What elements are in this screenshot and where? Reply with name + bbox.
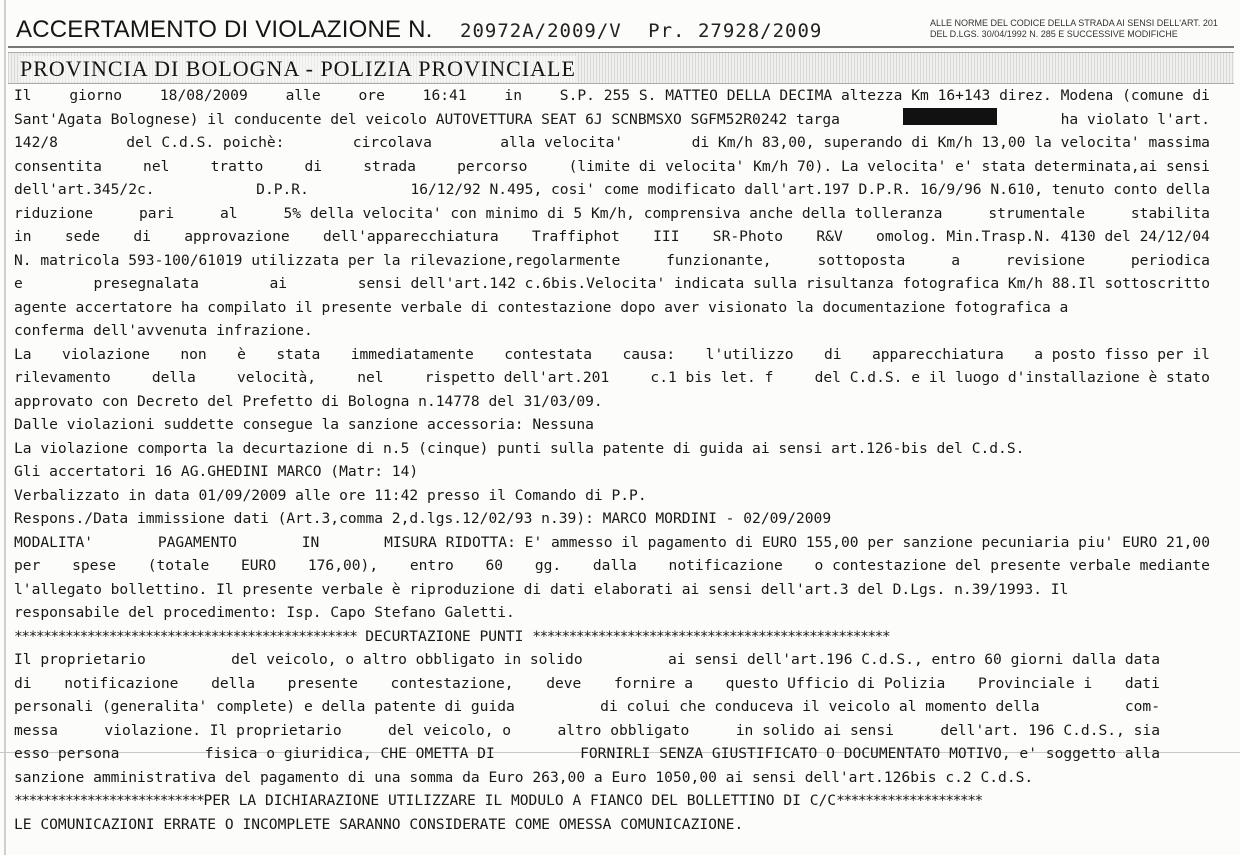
text: Il — [14, 87, 32, 104]
body-line: Dalle violazioni suddette consegue la sanzione accessoria: Nessuna — [14, 416, 594, 433]
document-title: ACCERTAMENTO DI VIOLAZIONE N. — [16, 16, 433, 43]
section-divider — [14, 625, 1214, 649]
body-line — [14, 178, 1210, 202]
body-line — [14, 249, 1210, 273]
violation-number — [460, 20, 822, 42]
body-line: responsabile del procedimento: Isp. Capo Stefano Galetti. — [14, 604, 515, 621]
office-title: PROVINCIA DI BOLOGNA - POLIZIA PROVINCIALE — [20, 56, 576, 81]
body-line: Respons./Data immissione dati (Art.3,comma 2,d.lgs.12/02/93 n.39): MARCO MORDINI - 02/09/2009 — [14, 510, 832, 527]
text: contestata — [504, 345, 593, 363]
text: rispetto dell'art.201 — [424, 369, 610, 386]
legal-note — [930, 18, 1240, 40]
document-header — [8, 6, 1234, 48]
text: (totale — [147, 557, 210, 574]
text: c.1 bis let. f — [650, 369, 774, 386]
text: 176,00), — [307, 557, 379, 574]
text: di — [304, 157, 323, 175]
text: in solido ai sensi — [735, 721, 894, 739]
text: di Km/h 83,00, superando di Km/h 13,00 la velocita' massima — [691, 134, 1210, 151]
text: ai sensi dell'art.196 C.d.S., entro 60 giorni dalla data — [667, 651, 1160, 668]
body-line — [14, 155, 1210, 179]
text: pari — [138, 204, 175, 222]
text: della — [211, 674, 255, 692]
body-line — [14, 108, 1210, 132]
text: approvazione — [184, 228, 290, 245]
text: messa — [14, 721, 58, 739]
body-line — [14, 578, 1210, 602]
text: La — [14, 345, 32, 363]
section-divider — [14, 789, 1214, 813]
text: presegnalata — [93, 275, 199, 292]
text: com- — [1124, 698, 1160, 715]
body-line: La violazione comporta la decurtazione di n.5 (cinque) punti sulla patente di guida ai sensi art.126-bis del C.d.S. — [14, 439, 1025, 457]
text: ha violato l'art. — [1060, 110, 1210, 128]
text: riduzione — [14, 204, 94, 222]
text: gg. — [534, 557, 562, 574]
text: 16/12/92 N.495, cosi' come modificato dall'art.197 D.P.R. 16/9/96 N.610, tenuto conto della — [410, 181, 1210, 198]
text: questo Ufficio di Polizia — [725, 674, 946, 692]
text: deve — [546, 674, 582, 692]
section-heading: PER LA DICHIARAZIONE UTILIZZARE IL MODULO A FIANCO DEL BOLLETTINO DI C/C — [203, 792, 837, 809]
text: N. matricola 593-100/61019 utilizzata per la rilevazione,regolarmente — [14, 251, 621, 269]
text: l'allegato bollettino. Il presente verbale è riproduzione di dati elaborati ai sensi dell'art.3 del D.Lgs. n.39/1993. Il — [14, 580, 1069, 598]
text: 142/8 — [14, 134, 58, 151]
text: dell'apparecchiatura — [322, 228, 499, 245]
text: sensi dell'art.142 c.6bis.Velocita' indicata sulla risultanza fotografica Km/h 88.Il sottoscritto — [357, 275, 1210, 292]
body-line — [14, 84, 1210, 108]
text: dell'art. 196 C.d.S., sia — [940, 721, 1160, 739]
text: sede — [64, 228, 101, 245]
body-line — [14, 648, 1160, 672]
text: dalla — [592, 557, 637, 574]
text: velocità, — [236, 369, 317, 386]
text: contestazione, — [390, 674, 514, 692]
text: percorso — [457, 157, 528, 175]
text: funzionante, — [666, 251, 772, 269]
body-line — [14, 202, 1210, 226]
body-line — [14, 131, 1210, 155]
text: stabilita — [1130, 204, 1210, 222]
divider-stars: *********************************************** — [14, 627, 357, 645]
text: alle — [285, 87, 321, 104]
text: del C.d.S. poichè: — [126, 134, 285, 151]
text: è — [237, 345, 246, 363]
body-line — [14, 554, 1210, 578]
text: PAGAMENTO — [157, 533, 237, 551]
divider-stars: ************************** — [14, 792, 204, 809]
divider-stars: ************************************************* — [532, 627, 890, 645]
text: rilevamento — [14, 369, 111, 386]
text: circolava — [352, 134, 432, 151]
text: a — [951, 251, 961, 269]
text: personali (generalita' complete) e della patente di guida — [14, 698, 515, 715]
text: notificazione — [64, 674, 179, 692]
text: per — [14, 557, 41, 574]
text: l'utilizzo — [705, 345, 794, 363]
text: di — [14, 674, 32, 692]
scan-edge — [4, 0, 6, 855]
text: notificazione — [668, 557, 783, 574]
text: revisione — [1005, 251, 1085, 269]
text: IN — [301, 533, 320, 551]
body-line — [14, 742, 1160, 766]
text: dati — [1124, 674, 1160, 692]
text: a posto fisso per il — [1034, 345, 1210, 363]
text: S.P. 255 S. MATTEO DELLA DECIMA altezza Km 16+143 direz. Modena (comune di — [559, 87, 1210, 104]
text: D.P.R. — [256, 181, 309, 198]
body-line: approvato con Decreto del Prefetto di Bologna n.14778 del 31/03/09. — [14, 392, 603, 410]
text: nel — [357, 369, 384, 386]
text: sottoposta — [817, 251, 906, 269]
text: Traffiphot — [531, 228, 620, 245]
body-line — [14, 296, 1210, 320]
text: Provinciale i — [977, 674, 1093, 692]
violation-code: 20972A/2009/V — [460, 20, 622, 42]
text: in — [504, 87, 522, 104]
text: e — [14, 275, 23, 292]
body-line: sanzione amministrativa del pagamento di una somma da Euro 263,00 a Euro 1050,00 ai sensi dell'art.126bis c.2 C.d.S. — [14, 768, 1034, 786]
text: di — [133, 228, 151, 245]
text: dell'art.345/2c. — [14, 181, 155, 198]
text: 60 — [485, 557, 504, 574]
pr-label: Pr. — [648, 20, 686, 42]
divider-stars: ******************** — [836, 792, 982, 809]
text: altro obbligato — [557, 721, 690, 739]
text: consentita — [14, 157, 102, 175]
text: violazione. Il proprietario — [104, 721, 342, 739]
body-line — [14, 225, 1210, 249]
text: della — [151, 369, 196, 386]
redacted-plate — [903, 108, 997, 125]
body-line: Gli accertatori 16 AG.GHEDINI MARCO (Matr: 14) — [14, 463, 419, 480]
text: R&V — [816, 228, 843, 245]
section-heading: DECURTAZIONE PUNTI — [356, 627, 533, 645]
text: MODALITA' — [14, 533, 94, 551]
text: FORNIRLI SENZA GIUSTIFICATO O DOCUMENTATO MOTIVO, e' soggetto alla — [580, 745, 1160, 762]
text: del veicolo, o — [388, 721, 512, 739]
text: del veicolo, o altro obbligato in solido — [231, 651, 583, 668]
document-body — [14, 84, 1214, 836]
text: di — [823, 345, 842, 363]
text: omolog. Min.Trasp.N. 4130 del 24/12/04 — [876, 228, 1210, 245]
body-line: Verbalizzato in data 01/09/2009 alle ore 11:42 presso il Comando di P.P. — [14, 486, 647, 504]
text: spese — [72, 557, 117, 574]
text: agente accertatore ha compilato il presente verbale di contestazione dopo aver visionato la documentazione fotografica a — [14, 298, 1069, 316]
text: tratto — [210, 157, 264, 175]
text: causa: — [622, 345, 676, 363]
text: periodica — [1130, 251, 1210, 269]
text: apparecchiatura — [871, 345, 1004, 363]
pr-number: 27928/2009 — [697, 20, 823, 42]
text: fisica o giuridica, CHE OMETTA DI — [204, 745, 495, 762]
text: di colui che conduceva il veicolo al momento della — [600, 698, 1040, 715]
text: fornire a — [613, 674, 694, 692]
legal-note-line: DEL D.LGS. 30/04/1992 N. 285 E SUCCESSIVE MODIFICHE — [930, 29, 1178, 39]
text: esso persona — [14, 745, 120, 762]
text: EURO — [240, 557, 277, 574]
text: III — [653, 228, 680, 245]
text: immediatamente — [350, 345, 474, 363]
office-banner — [8, 52, 1234, 84]
text: strumentale — [988, 204, 1085, 222]
body-line — [14, 672, 1160, 696]
text: MISURA RIDOTTA: E' ammesso il pagamento di EURO 155,00 per sanzione pecuniaria piu' EURO 21,00 — [384, 533, 1210, 551]
text: (limite di velocita' Km/h 70). La velocita' e' stata determinata,ai sensi — [568, 157, 1210, 175]
text: Il proprietario — [14, 651, 146, 668]
text: non — [180, 345, 207, 363]
body-line — [14, 272, 1210, 296]
text: entro — [409, 557, 454, 574]
text: alla velocita' — [500, 134, 624, 151]
body-line: conferma dell'avvenuta infrazione. — [14, 322, 313, 339]
text: o contestazione del presente verbale mediante — [814, 557, 1210, 574]
text: Sant'Agata Bolognese) il conducente del veicolo AUTOVETTURA SEAT 6J SCNBMSXO SGFM52R0242 targa — [14, 110, 840, 128]
text: ore — [358, 87, 385, 104]
text: ai — [269, 275, 288, 292]
text: stata — [276, 345, 321, 363]
text: al — [220, 204, 238, 222]
body-line — [14, 343, 1210, 367]
text: nel — [143, 157, 170, 175]
body-line — [14, 719, 1160, 743]
text: presente — [287, 674, 358, 692]
text: giorno — [69, 87, 123, 104]
text: strada — [363, 157, 416, 175]
text: SR-Photo — [712, 228, 784, 245]
text: violazione — [62, 345, 150, 363]
text: in — [14, 228, 32, 245]
body-line — [14, 531, 1210, 555]
text: 16:41 — [422, 87, 467, 104]
body-line — [14, 695, 1160, 719]
body-line — [14, 366, 1210, 390]
text: del C.d.S. e il luogo d'installazione è stato — [814, 369, 1210, 386]
body-line: LE COMUNICAZIONI ERRATE O INCOMPLETE SARANNO CONSIDERATE COME OMESSA COMUNICAZIONE. — [14, 815, 744, 833]
text: 5% della velocita' con minimo di 5 Km/h, comprensiva anche della tolleranza — [283, 204, 943, 222]
text: 18/08/2009 — [159, 87, 248, 104]
legal-note-line: ALLE NORME DEL CODICE DELLA STRADA AI SENSI DELL'ART. 201 — [930, 18, 1218, 28]
